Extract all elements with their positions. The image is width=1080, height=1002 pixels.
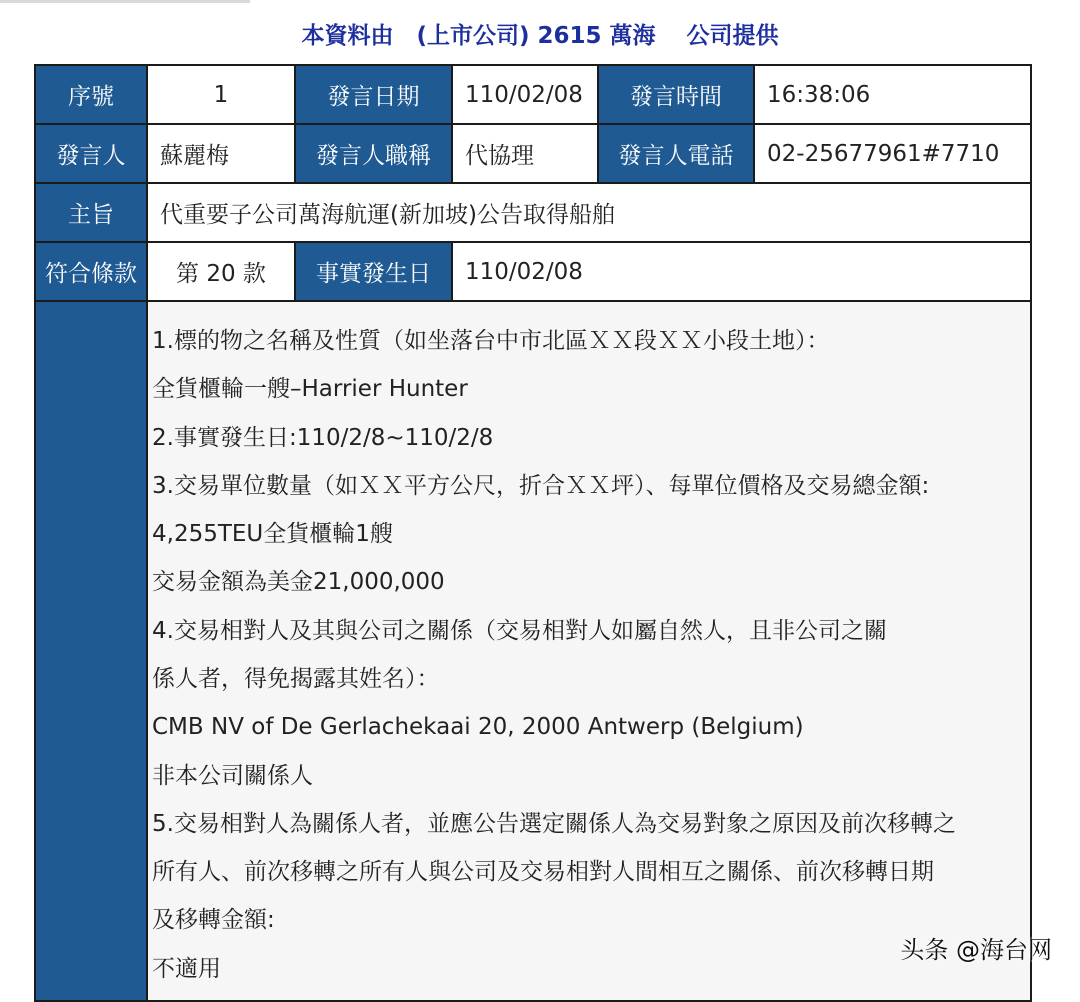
event-date-label: 事實發生日 — [295, 242, 452, 301]
content-line: 4.交易相對人及其與公司之關係（交易相對人如屬自然人，且非公司之關 — [152, 617, 887, 644]
content-line: 係人者，得免揭露其姓名）： — [152, 666, 440, 692]
description-content — [147, 301, 1031, 1001]
watermark-text: 头条 @海台网 — [900, 936, 1052, 964]
content-line: 2.事實發生日:110/2/8~110/2/8 — [152, 424, 494, 451]
time-label: 發言時間 — [598, 65, 754, 124]
seq-label: 序號 — [35, 65, 147, 124]
table-row-speaker — [35, 124, 1031, 183]
announcement-table — [34, 64, 1032, 1002]
content-line: 非本公司關係人 — [152, 762, 313, 789]
content-line: 不適用 — [152, 955, 221, 982]
content-line: 5.交易相對人為關係人者，並應公告選定關係人為交易對象之原因及前次移轉之 — [152, 810, 956, 837]
speaker-title-value: 代協理 — [452, 124, 598, 183]
table-row-description — [35, 301, 1031, 1001]
time-value: 16:38:06 — [754, 65, 1031, 124]
event-date-value: 110/02/08 — [452, 242, 1031, 301]
speaker-title-label: 發言人職稱 — [295, 124, 452, 183]
content-line: 4,255TEU全貨櫃輪1艘 — [152, 521, 393, 548]
clause-label: 符合條款 — [35, 242, 147, 301]
table-row-meta — [35, 65, 1031, 124]
subject-value: 代重要子公司萬海航運(新加坡)公告取得船舶 — [147, 183, 1031, 242]
speaker-label: 發言人 — [35, 124, 147, 183]
content-line: 交易金額為美金21,000,000 — [152, 569, 445, 596]
content-line: 及移轉金額: — [152, 907, 275, 934]
content-line: 3.交易單位數量（如ＸＸ平方公尺，折合ＸＸ坪）、每單位價格及交易總金額: — [152, 472, 930, 499]
table-row-subject — [35, 183, 1031, 242]
content-line: 1.標的物之名稱及性質（如坐落台中市北區ＸＸ段ＸＸ小段土地）： — [152, 327, 830, 354]
content-line: 所有人、前次移轉之所有人與公司及交易相對人間相互之關係、前次移轉日期 — [152, 859, 934, 886]
top-divider — [0, 0, 250, 3]
content-line: 全貨櫃輪一艘–Harrier Hunter — [152, 376, 468, 403]
date-label: 發言日期 — [295, 65, 452, 124]
speaker-value: 蘇麗梅 — [147, 124, 295, 183]
description-label — [35, 301, 147, 1001]
speaker-phone-label: 發言人電話 — [598, 124, 754, 183]
page-header: 本資料由 (上市公司) 2615 萬海 公司提供 — [301, 23, 779, 49]
subject-label: 主旨 — [35, 183, 147, 242]
content-line: CMB NV of De Gerlachekaai 20, 2000 Antwerp (Belgium) — [152, 714, 804, 741]
date-value: 110/02/08 — [452, 65, 598, 124]
speaker-phone-value: 02-25677961#7710 — [754, 124, 1031, 183]
clause-value: 第 20 款 — [147, 242, 295, 301]
table-row-clause — [35, 242, 1031, 301]
seq-value: 1 — [147, 65, 295, 124]
